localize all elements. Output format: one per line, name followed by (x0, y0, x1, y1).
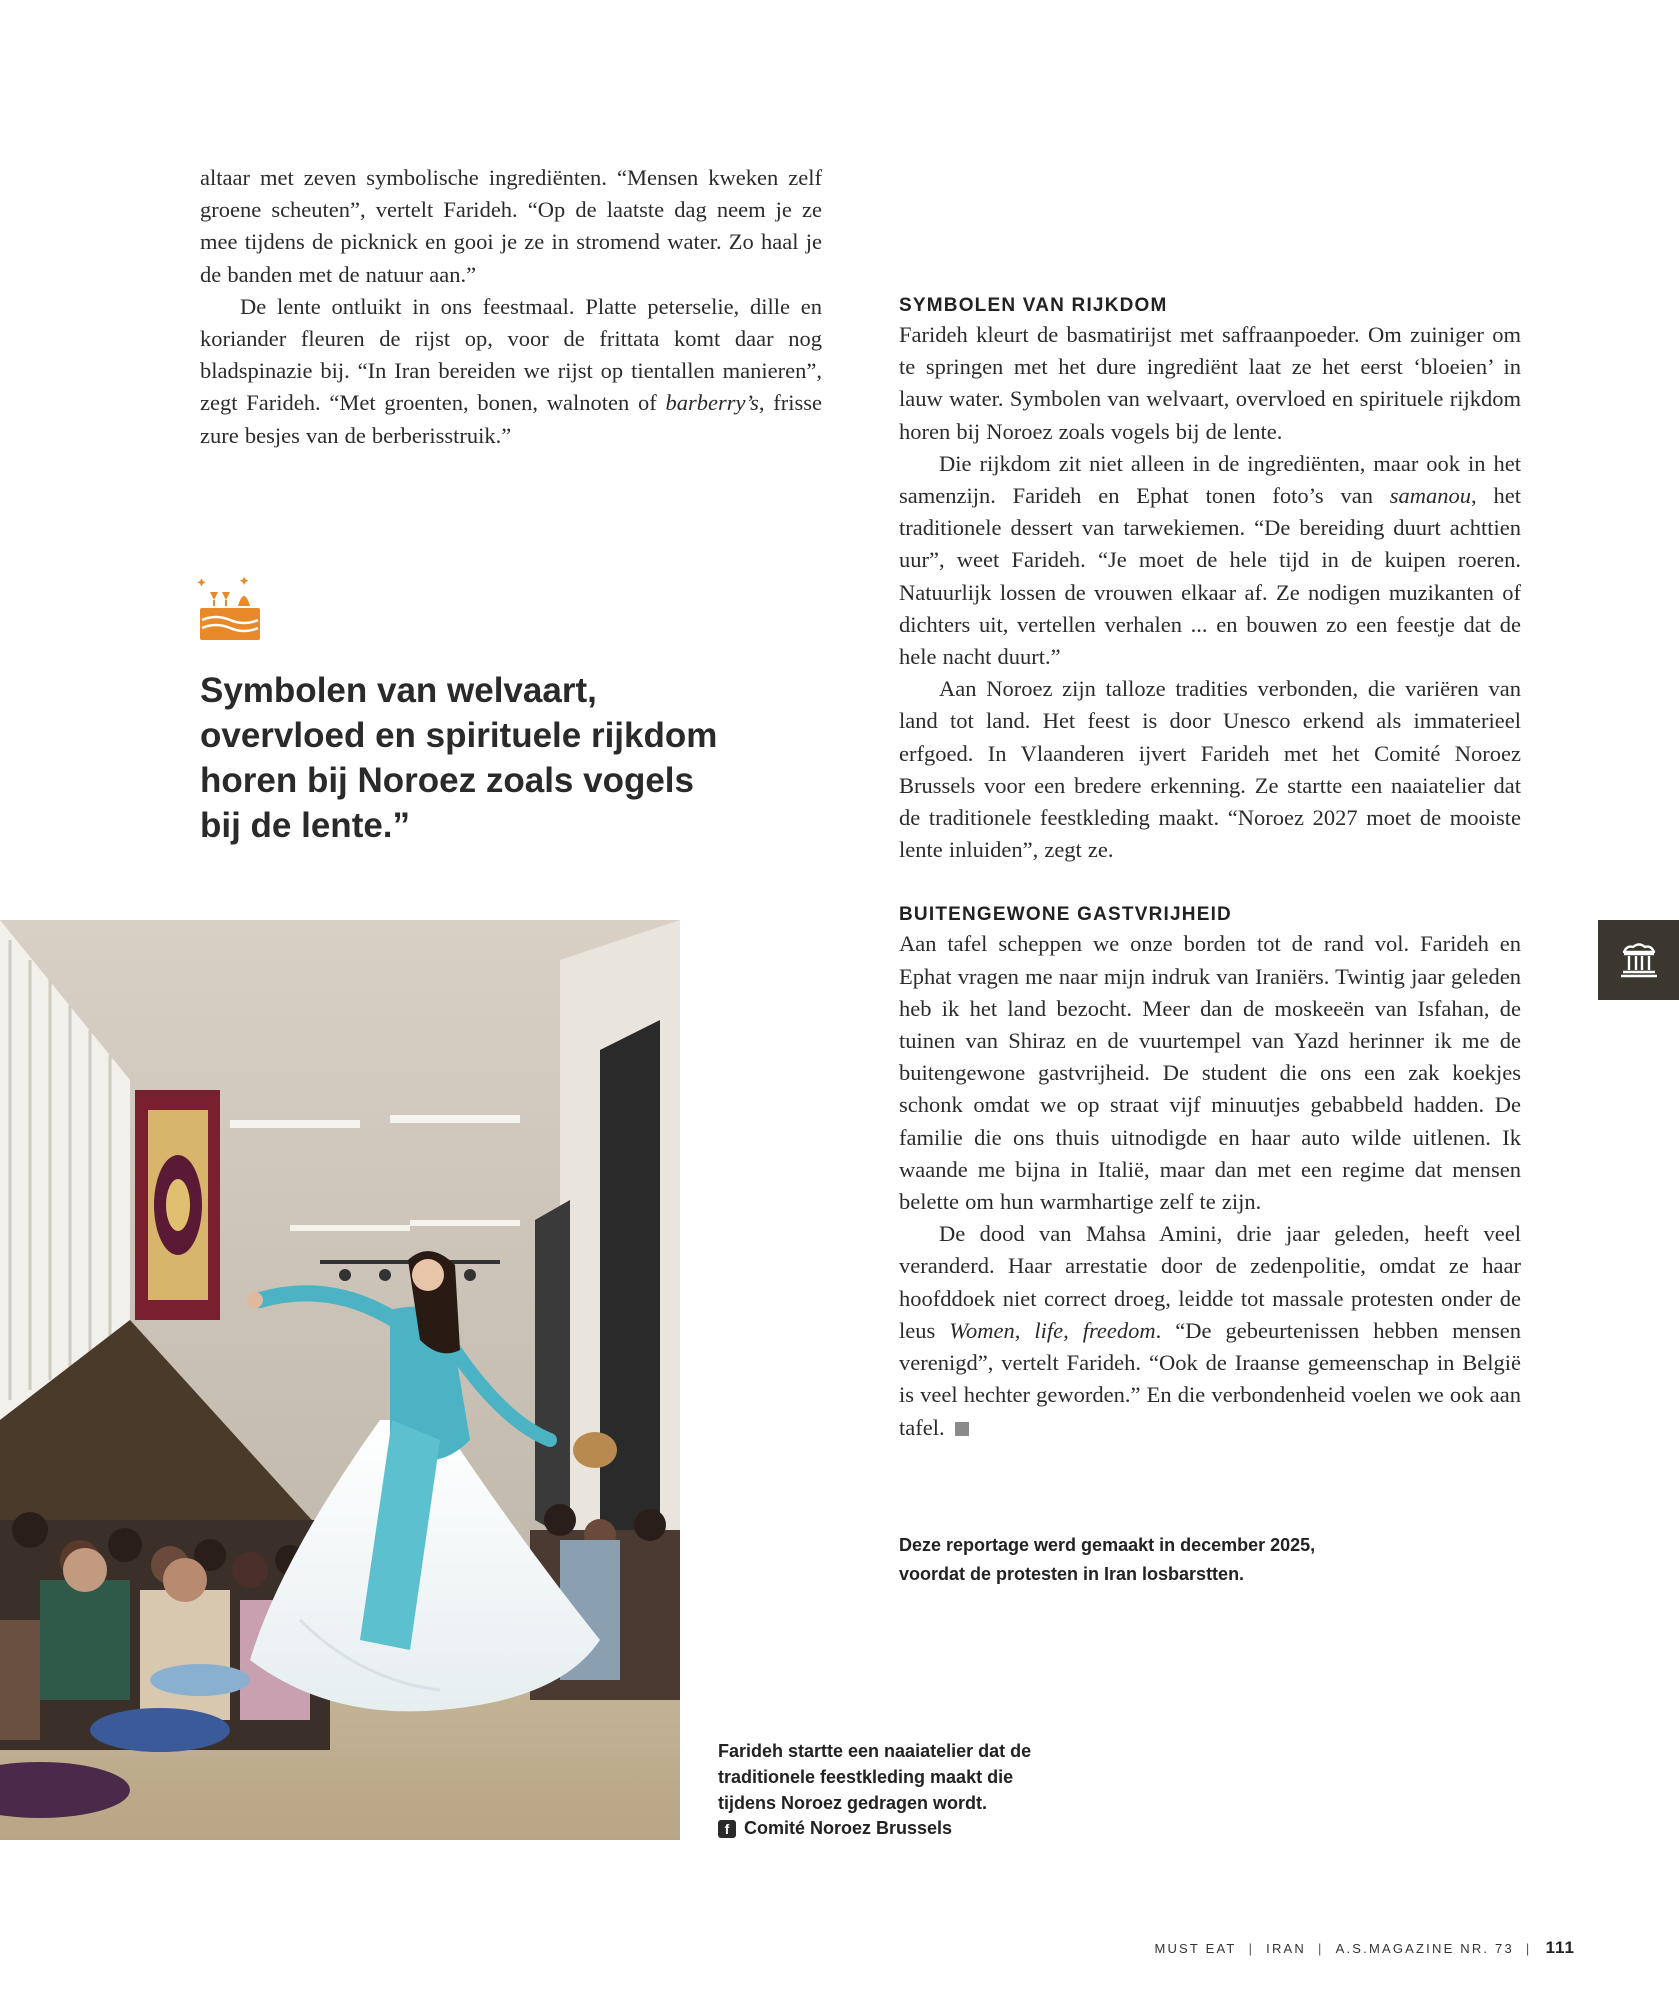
rijkdom-paragraph-2: Die rijkdom zit niet alleen in de ingrediënten, maar ook in het samenzijn. Farideh en Ephat tonen foto’s van samanou, het traditionele dessert van tarwekiemen. “De bereiding duurt achttien uur”, weet Farideh. “Je moet de hele tijd in de kuipen roeren. Natuurlijk lossen de vrouwen elkaar af. Ze nodigen muzikanten of dichters uit, vertellen verhalen ... en bouwen zo een feestje dat de hele nacht duurt.” (899, 450, 1521, 670)
footer-separator: | (1248, 1940, 1255, 1956)
page-number: 111 (1545, 1938, 1575, 1957)
right-column (899, 293, 1521, 1444)
footer-magazine: A.S.MAGAZINE NR. 73 (1335, 1940, 1514, 1956)
footer-section: MUST EAT (1154, 1940, 1237, 1956)
rijkdom-paragraph-1: Farideh kleurt de basmatirijst met saffraanpoeder. Om zuiniger om te springen met het dure ingrediënt laat ze het eerst ‘bloeien’ in lauw water. Symbolen van welvaart, overvloed en spirituele rijkdom horen bij Noroez zoals vogels bij de lente. (899, 322, 1521, 444)
rijkdom-paragraph-3: Aan Noroez zijn talloze tradities verbonden, die variëren van land tot land. Het feest is door Unesco erkend als immaterieel erfgoed. In Vlaanderen ijvert Farideh met het Comité Noroez Brussels voor een bredere erkenning. Ze startte een naaiatelier dat de traditionele feestkleding maakt. “Noroez 2027 moet de mooiste lente inluiden”, zegt ze. (899, 676, 1521, 863)
left-paragraph-2: De lente ontluikt in ons feestmaal. Platte peterselie, dille en koriander fleuren de rijst op, voor de frittata komt daar nog bladspinazie bij. “In Iran bereiden we rijst op tientallen manieren”, zegt Farideh. “Met groenten, bonen, walnoten of barberry’s, frisse zure besjes van de berberisstruik.” (200, 293, 822, 448)
left-paragraph-1: altaar met zeven symbolische ingrediënten. “Mensen kweken zelf groene scheuten”, vertelt Farideh. “Op de laatste dag neem je ze mee tijdens de picknick en gooi je ze in stromend water. Zo haal je de banden met de natuur aan.” (200, 165, 822, 287)
gastvrijheid-paragraph-2: De dood van Mahsa Amini, drie jaar geleden, heeft veel veranderd. Haar arrestatie door de zedenpolitie, omdat ze haar hoofddoek niet correct droeg, leidde tot massale protesten onder de leus Women, life, freedom. “De gebeurtenissen hebben mensen verenigd”, vertelt Farideh. “Ook de Iraanse gemeenschap in België is veel hechter geworden.” En die verbondenheid voelen we ook aan tafel. (899, 1221, 1521, 1440)
temple-icon (1619, 940, 1659, 980)
footer-topic: IRAN (1266, 1940, 1306, 1956)
section-side-tab[interactable] (1598, 920, 1679, 1000)
reportage-note (899, 1531, 1399, 1589)
section-heading-rijkdom: SYMBOLEN VAN RIJKDOM (899, 295, 1168, 316)
section-heading-gastvrijheid: BUITENGEWONE GASTVRIJHEID (899, 904, 1232, 926)
footer-separator: | (1525, 1940, 1532, 1956)
photo-credit (718, 1818, 952, 1839)
gastvrijheid-paragraph-1: Aan tafel scheppen we onze borden tot de rand vol. Farideh en Ephat vragen me naar mijn indruk van Iraniërs. Twintig jaar geleden heb ik het land bezocht. Meer dan de moskeeën van Isfahan, de tuinen van Shiraz en de vuurtempel van Yazd herinner ik me de buitengewone gastvrijheid. De student die ons een zak koekjes schonk omdat we op straat vijf minuutjes gebabbeld hadden. De familie die ons thuis uitnodigde en haar auto wilde uitlenen. Ik waande me bijna in Italië, maar dan met een regime dat mensen belette om hun warmhartige zelf te zijn. (899, 931, 1521, 1215)
page-footer (1154, 1938, 1575, 1958)
feast-table-icon (196, 574, 268, 646)
footer-separator: | (1318, 1940, 1324, 1956)
end-mark (955, 1422, 969, 1436)
left-column (200, 162, 822, 452)
photo-caption: Farideh startte een naaiatelier dat de traditionele feestkleding maakt die tijdens Noroez gedragen wordt. (718, 1741, 1032, 1813)
note-line-2: voordat de protesten in Iran losbarstten. (899, 1564, 1245, 1584)
pull-quote: Symbolen van welvaart, overvloed en spirituele rijkdom horen bij Noroez zoals vogels bij de lente.” (200, 671, 718, 845)
note-line-1: Deze reportage werd gemaakt in december 2025, (899, 1535, 1316, 1555)
facebook-icon: f (718, 1820, 736, 1838)
photo-credit-text: Comité Noroez Brussels (744, 1818, 953, 1838)
photo-dancer (0, 920, 680, 1840)
